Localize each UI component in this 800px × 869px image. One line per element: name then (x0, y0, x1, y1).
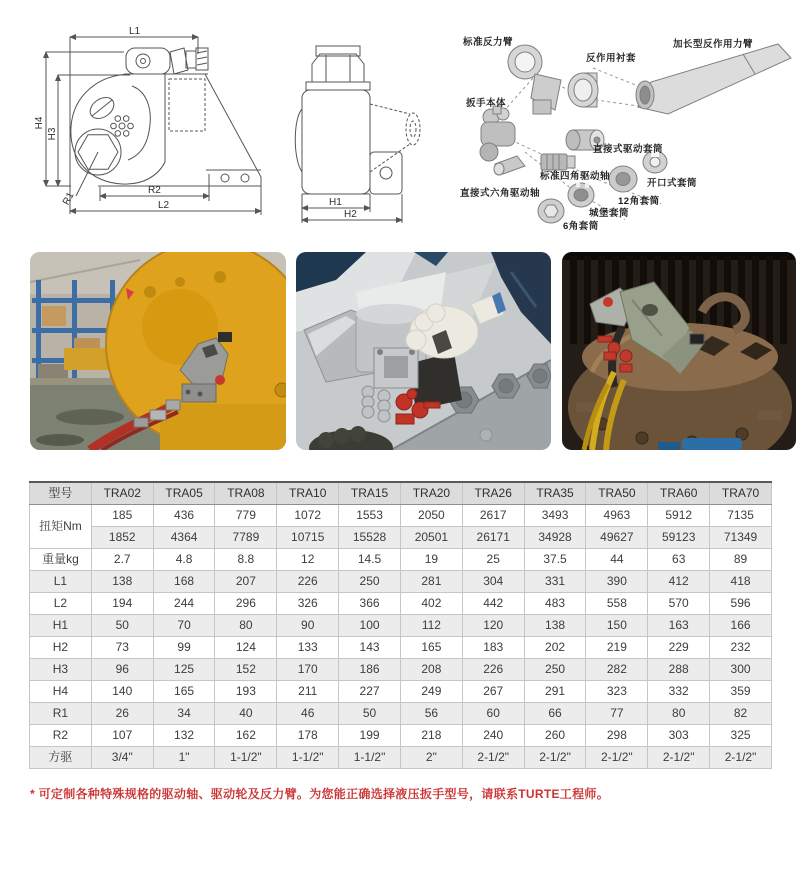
spec-cell: 143 (339, 637, 401, 659)
spec-cell: 50 (339, 703, 401, 725)
table-row (30, 747, 772, 769)
row-label: R2 (30, 725, 92, 747)
spec-cell: 162 (215, 725, 277, 747)
spec-cell: 304 (462, 571, 524, 593)
dim-label-l1: L1 (129, 26, 141, 37)
spec-cell: 2-1/2" (462, 747, 524, 769)
spec-cell: 4364 (153, 527, 215, 549)
spec-cell: 229 (648, 637, 710, 659)
spec-cell: 282 (586, 659, 648, 681)
spec-cell: 1553 (339, 505, 401, 527)
spec-cell: 4963 (586, 505, 648, 527)
exploded-part-label: 加长型反作用力臂 (673, 39, 754, 50)
spec-cell: 211 (277, 681, 339, 703)
col-header-model: TRA35 (524, 482, 586, 505)
spec-cell: 4.8 (153, 549, 215, 571)
spec-cell: 3/4" (91, 747, 153, 769)
spec-cell: 1-1/2" (215, 747, 277, 769)
spec-cell: 323 (586, 681, 648, 703)
dim-label-h4: H4 (34, 116, 45, 130)
spec-cell: 163 (648, 615, 710, 637)
spec-cell: 50 (91, 615, 153, 637)
spec-cell: 483 (524, 593, 586, 615)
col-header-model: TRA15 (339, 482, 401, 505)
exploded-part-label: 6角套筒 (563, 221, 599, 232)
spec-cell: 303 (648, 725, 710, 747)
spec-cell: 124 (215, 637, 277, 659)
spec-cell: 19 (400, 549, 462, 571)
col-header-model: TRA05 (153, 482, 215, 505)
spec-cell: 193 (215, 681, 277, 703)
exploded-part-label: 城堡套筒 (589, 208, 630, 219)
spec-cell: 390 (586, 571, 648, 593)
spec-cell: 34 (153, 703, 215, 725)
spec-cell: 185 (91, 505, 153, 527)
spec-cell: 80 (215, 615, 277, 637)
table-row (30, 725, 772, 747)
spec-cell: 112 (400, 615, 462, 637)
front-view-drawing (28, 24, 275, 226)
spec-cell: 120 (462, 615, 524, 637)
spec-cell: 170 (277, 659, 339, 681)
spec-cell: 168 (153, 571, 215, 593)
exploded-part-label: 反作用衬套 (586, 53, 637, 64)
table-row (30, 505, 772, 527)
dim-label-h3: H3 (47, 127, 58, 141)
col-header-model: TRA26 (462, 482, 524, 505)
table-row (30, 571, 772, 593)
spec-cell: 178 (277, 725, 339, 747)
col-header-model: TRA50 (586, 482, 648, 505)
spec-cell: 558 (586, 593, 648, 615)
spec-cell: 59123 (648, 527, 710, 549)
row-label: L1 (30, 571, 92, 593)
spec-cell: 186 (339, 659, 401, 681)
dim-label-r1: R1 (60, 190, 77, 208)
spec-cell: 166 (710, 615, 772, 637)
exploded-part-label: 扳手本体 (466, 98, 507, 109)
col-header-model: TRA08 (215, 482, 277, 505)
spec-cell: 267 (462, 681, 524, 703)
table-row (30, 593, 772, 615)
spec-cell: 26171 (462, 527, 524, 549)
table-row (30, 615, 772, 637)
spec-cell: 1072 (277, 505, 339, 527)
spec-cell: 412 (648, 571, 710, 593)
table-row (30, 703, 772, 725)
spec-cell: 218 (400, 725, 462, 747)
row-label: H1 (30, 615, 92, 637)
spec-cell: 288 (648, 659, 710, 681)
spec-cell: 596 (710, 593, 772, 615)
row-label: H2 (30, 637, 92, 659)
spec-cell: 296 (215, 593, 277, 615)
spec-cell: 165 (400, 637, 462, 659)
spec-cell: 138 (524, 615, 586, 637)
row-label: R1 (30, 703, 92, 725)
spec-cell: 7135 (710, 505, 772, 527)
spec-cell: 49627 (586, 527, 648, 549)
spec-cell: 73 (91, 637, 153, 659)
side-view-drawing (274, 24, 428, 226)
spec-cell: 2-1/2" (586, 747, 648, 769)
spec-cell: 15528 (339, 527, 401, 549)
spec-cell: 227 (339, 681, 401, 703)
exploded-part-label: 标准反力臂 (463, 37, 514, 48)
spec-cell: 99 (153, 637, 215, 659)
row-label: 方驱 (30, 747, 92, 769)
spec-cell: 7789 (215, 527, 277, 549)
spec-cell: 60 (462, 703, 524, 725)
spec-cell: 2617 (462, 505, 524, 527)
spec-cell: 90 (277, 615, 339, 637)
spec-cell: 183 (462, 637, 524, 659)
spec-cell: 249 (400, 681, 462, 703)
spec-cell: 207 (215, 571, 277, 593)
spec-cell: 5912 (648, 505, 710, 527)
spec-cell: 442 (462, 593, 524, 615)
spec-cell: 2.7 (91, 549, 153, 571)
spec-cell: 132 (153, 725, 215, 747)
spec-cell: 140 (91, 681, 153, 703)
spec-cell: 240 (462, 725, 524, 747)
spec-cell: 37.5 (524, 549, 586, 571)
spec-cell: 89 (710, 549, 772, 571)
spec-cell: 25 (462, 549, 524, 571)
spec-cell: 326 (277, 593, 339, 615)
exploded-part-label: 开口式套筒 (647, 178, 698, 189)
spec-cell: 779 (215, 505, 277, 527)
table-row (30, 659, 772, 681)
exploded-part-label: 直接式驱动套筒 (593, 144, 664, 155)
exploded-part-label: 标准四角驱动轴 (540, 171, 611, 182)
dim-label-r2: R2 (148, 185, 161, 196)
row-label: L2 (30, 593, 92, 615)
spec-cell: 291 (524, 681, 586, 703)
spec-cell: 14.5 (339, 549, 401, 571)
footnote: * 可定制各种特殊规格的驱动轴、驱动轮及反力臂。为您能正确选择液压扳手型号，请联系TURTE工程师。 (30, 787, 610, 801)
col-header-model: TRA70 (710, 482, 772, 505)
spec-cell: 152 (215, 659, 277, 681)
spec-cell: 260 (524, 725, 586, 747)
spec-cell: 26 (91, 703, 153, 725)
row-label: H4 (30, 681, 92, 703)
spec-cell: 366 (339, 593, 401, 615)
spec-cell: 359 (710, 681, 772, 703)
spec-cell: 226 (462, 659, 524, 681)
spec-cell: 82 (710, 703, 772, 725)
table-row (30, 549, 772, 571)
exploded-part-label: 直接式六角驱动轴 (460, 188, 541, 199)
exploded-view (433, 22, 798, 240)
table-header-row (30, 482, 772, 505)
spec-cell: 436 (153, 505, 215, 527)
spec-cell: 70 (153, 615, 215, 637)
exploded-part-label: 12角套筒 (618, 196, 660, 207)
spec-cell: 12 (277, 549, 339, 571)
spec-cell: 77 (586, 703, 648, 725)
spec-cell: 2-1/2" (524, 747, 586, 769)
spec-cell: 125 (153, 659, 215, 681)
spec-cell: 165 (153, 681, 215, 703)
spec-cell: 8.8 (215, 549, 277, 571)
row-label: H3 (30, 659, 92, 681)
spec-cell: 138 (91, 571, 153, 593)
spec-cell: 199 (339, 725, 401, 747)
spec-cell: 1852 (91, 527, 153, 549)
spec-cell: 298 (586, 725, 648, 747)
spec-cell: 80 (648, 703, 710, 725)
spec-cell: 100 (339, 615, 401, 637)
col-header-model: TRA20 (400, 482, 462, 505)
col-header-model-label: 型号 (30, 482, 92, 505)
spec-cell: 107 (91, 725, 153, 747)
spec-cell: 96 (91, 659, 153, 681)
spec-cell: 133 (277, 637, 339, 659)
spec-cell: 219 (586, 637, 648, 659)
spec-cell: 232 (710, 637, 772, 659)
spec-cell: 3493 (524, 505, 586, 527)
spec-cell: 2" (400, 747, 462, 769)
spec-cell: 194 (91, 593, 153, 615)
spec-cell: 1-1/2" (277, 747, 339, 769)
spec-cell: 66 (524, 703, 586, 725)
photo-wrench-on-yellow-gear (30, 252, 286, 450)
table-row (30, 527, 772, 549)
spec-cell: 63 (648, 549, 710, 571)
spec-cell: 226 (277, 571, 339, 593)
dim-label-l2: L2 (158, 200, 170, 211)
spec-table-section (29, 481, 772, 769)
dim-label-h1: H1 (329, 197, 342, 208)
col-header-model: TRA60 (648, 482, 710, 505)
spec-cell: 250 (524, 659, 586, 681)
spec-cell: 40 (215, 703, 277, 725)
spec-cell: 570 (648, 593, 710, 615)
spec-cell: 150 (586, 615, 648, 637)
spec-cell: 2-1/2" (710, 747, 772, 769)
spec-cell: 202 (524, 637, 586, 659)
spec-cell: 250 (339, 571, 401, 593)
col-header-model: TRA02 (91, 482, 153, 505)
spec-cell: 1-1/2" (339, 747, 401, 769)
row-label: 重量kg (30, 549, 92, 571)
spec-cell: 332 (648, 681, 710, 703)
table-row (30, 637, 772, 659)
table-row (30, 681, 772, 703)
spec-cell: 244 (153, 593, 215, 615)
row-label: 扭矩Nm (30, 505, 92, 549)
spec-cell: 71349 (710, 527, 772, 549)
spec-cell: 10715 (277, 527, 339, 549)
spec-cell: 46 (277, 703, 339, 725)
spec-cell: 300 (710, 659, 772, 681)
photo-wrench-on-round-vessel (562, 252, 796, 450)
spec-cell: 1" (153, 747, 215, 769)
spec-cell: 208 (400, 659, 462, 681)
spec-cell: 402 (400, 593, 462, 615)
spec-cell: 2-1/2" (648, 747, 710, 769)
dim-label-h2: H2 (344, 209, 357, 220)
spec-cell: 34928 (524, 527, 586, 549)
photo-wrench-on-flange-with-glove (296, 252, 551, 450)
spec-cell: 2050 (400, 505, 462, 527)
spec-cell: 44 (586, 549, 648, 571)
spec-table (29, 481, 772, 769)
col-header-model: TRA10 (277, 482, 339, 505)
spec-cell: 325 (710, 725, 772, 747)
spec-cell: 418 (710, 571, 772, 593)
spec-cell: 56 (400, 703, 462, 725)
spec-cell: 331 (524, 571, 586, 593)
spec-cell: 20501 (400, 527, 462, 549)
spec-cell: 281 (400, 571, 462, 593)
